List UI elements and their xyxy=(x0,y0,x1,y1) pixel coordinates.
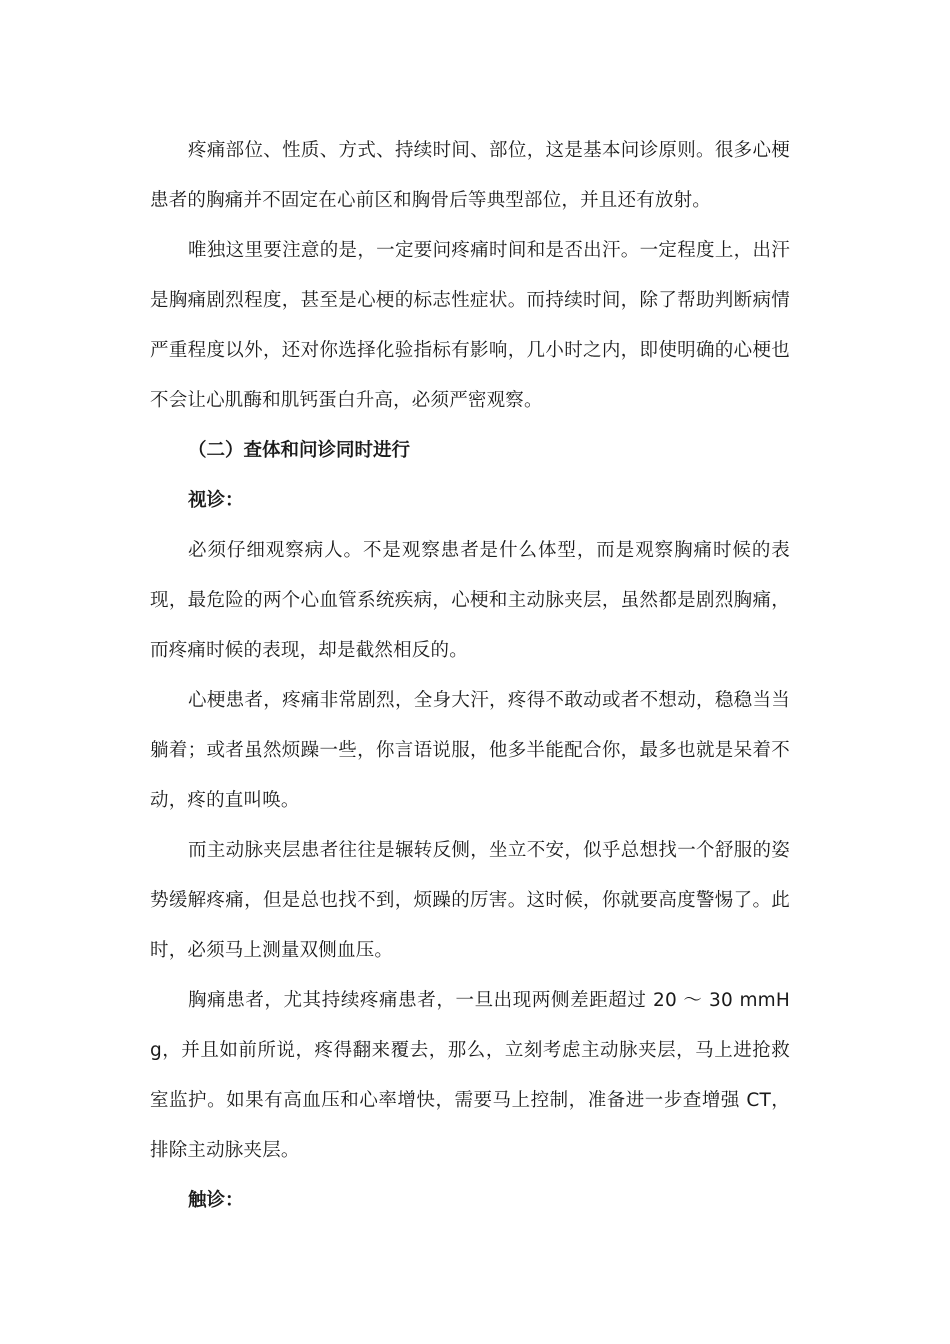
paragraph-dissection-patient: 而主动脉夹层患者往往是辗转反侧，坐立不安，似乎总想找一个舒服的姿势缓解疼痛，但是总也找不到，烦躁的厉害。这时候，你就要高度警惕了。此时，必须马上测量双侧血压。 xyxy=(150,840,790,961)
section-heading-exam-inquiry: （二）查体和问诊同时进行 xyxy=(188,440,411,461)
paragraph-pain-inquiry: 疼痛部位、性质、方式、持续时间、部位，这是基本问诊原则。很多心梗患者的胸痛并不固定在心前区和胸骨后等典型部位，并且还有放射。 xyxy=(150,140,790,211)
subheading-inspection: 视诊： xyxy=(188,490,244,511)
document-body xyxy=(150,126,790,1226)
paragraph-blood-pressure: 胸痛患者，尤其持续疼痛患者，一旦出现两侧差距超过 20 ～ 30 mmHg，并且如前所说，疼得翻来覆去，那么，立刻考虑主动脉夹层，马上进抢救室监护。如果有高血压和心率增快，需要马上控制，准备进一步查增强 CT，排除主动脉夹层。 xyxy=(150,990,790,1161)
paragraph-pain-time-sweating: 唯独这里要注意的是，一定要问疼痛时间和是否出汗。一定程度上，出汗是胸痛剧烈程度，甚至是心梗的标志性症状。而持续时间，除了帮助判断病情严重程度以外，还对你选择化验指标有影响，几小时之内，即使明确的心梗也不会让心肌酶和肌钙蛋白升高，必须严密观察。 xyxy=(150,240,790,411)
paragraph-mi-patient: 心梗患者，疼痛非常剧烈，全身大汗，疼得不敢动或者不想动，稳稳当当躺着；或者虽然烦躁一些，你言语说服，他多半能配合你，最多也就是呆着不动，疼的直叫唤。 xyxy=(150,690,790,811)
paragraph-observe-patient: 必须仔细观察病人。不是观察患者是什么体型，而是观察胸痛时候的表现，最危险的两个心血管系统疾病，心梗和主动脉夹层，虽然都是剧烈胸痛，而疼痛时候的表现，却是截然相反的。 xyxy=(150,540,790,661)
subheading-palpation: 触诊： xyxy=(188,1190,244,1211)
